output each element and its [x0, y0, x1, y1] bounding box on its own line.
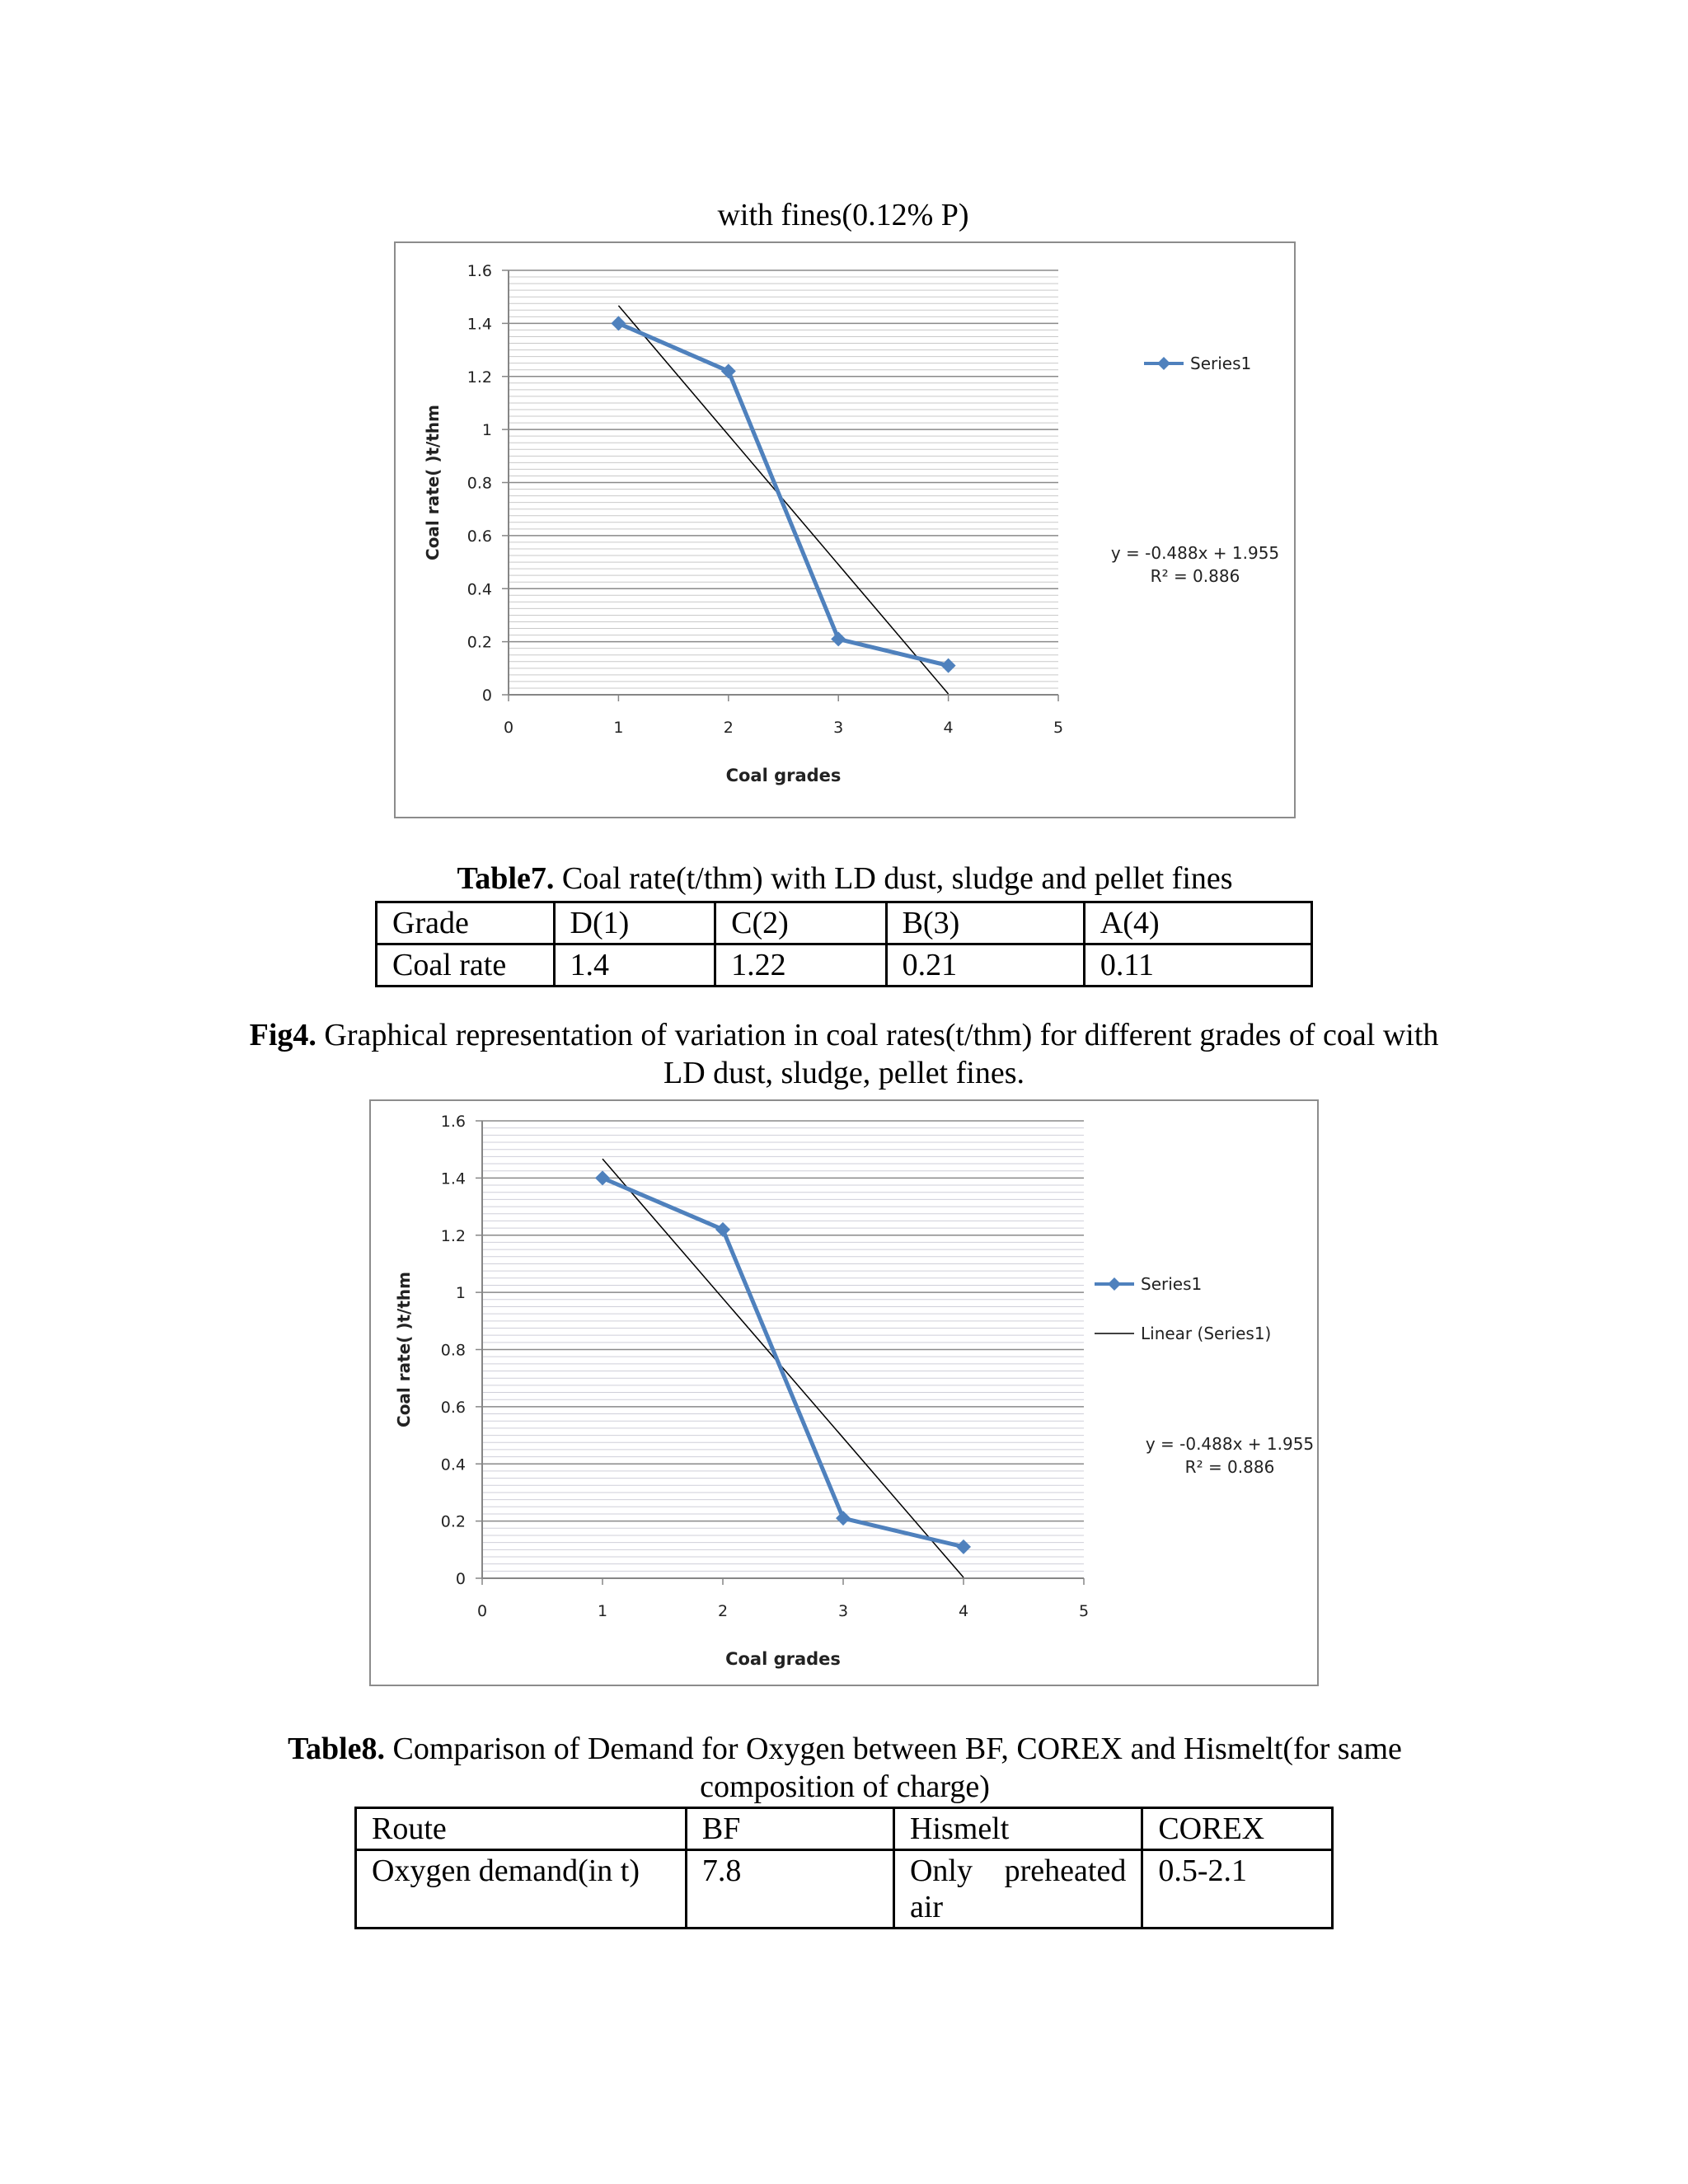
table-cell: Route [356, 1808, 687, 1850]
table-cell: Hismelt [893, 1808, 1142, 1850]
table-cell: C(2) [715, 902, 886, 944]
chart-2-svg [371, 1101, 1317, 1685]
fig3-caption: with fines(0.12% P) [717, 198, 969, 232]
legend-marker [1108, 1277, 1121, 1291]
x-tick-label: 3 [837, 1602, 849, 1620]
x-tick-label: 2 [723, 719, 734, 737]
x-tick-label: 0 [476, 1602, 488, 1620]
table-row [377, 902, 1312, 944]
y-axis-title: Coal rate( )t/thm [423, 405, 443, 560]
series-line [603, 1178, 964, 1546]
table8-caption [190, 1730, 1500, 1806]
table-cell: Only preheated air [893, 1850, 1142, 1929]
table8-title-line2: composition of charge) [700, 1769, 990, 1804]
y-tick-label: 1.2 [440, 1226, 466, 1245]
x-tick-label: 4 [958, 1602, 969, 1620]
y-tick-label: 1.4 [440, 1169, 466, 1188]
table-cell: D(1) [554, 902, 715, 944]
legend-marker [1157, 357, 1170, 370]
x-tick-label: 4 [943, 719, 954, 737]
y-tick-label: 1.4 [467, 315, 492, 334]
table-cell: 7.8 [686, 1850, 893, 1929]
chart-1-svg [396, 243, 1294, 817]
y-tick-label: 0.6 [440, 1398, 466, 1417]
data-point [831, 631, 846, 646]
table-cell: A(4) [1084, 902, 1311, 944]
x-tick-label: 1 [597, 1602, 608, 1620]
legend-label: Linear (Series1) [1141, 1324, 1272, 1343]
data-point [611, 316, 626, 330]
series-line [618, 323, 948, 665]
table-cell: Grade [377, 902, 555, 944]
y-tick-label: 0.6 [467, 527, 492, 546]
x-tick-label: 0 [503, 719, 514, 737]
trend-equation: y = -0.488x + 1.955 [1110, 543, 1280, 563]
table-cell: COREX [1142, 1808, 1333, 1850]
y-tick-label: 0 [455, 1570, 466, 1588]
x-tick-label: 3 [833, 719, 844, 737]
x-axis-title: Coal grades [725, 1649, 841, 1669]
table7-label: Table7. [457, 861, 555, 896]
legend-label: Series1 [1190, 354, 1252, 373]
table-cell: 1.22 [715, 944, 886, 987]
y-tick-label: 1.6 [467, 262, 492, 280]
y-tick-label: 1.6 [440, 1113, 466, 1131]
table7 [375, 901, 1313, 987]
table-cell: 0.5-2.1 [1142, 1850, 1333, 1929]
y-tick-label: 1 [481, 421, 492, 440]
trend-equation: y = -0.488x + 1.955 [1145, 1434, 1315, 1454]
table-row [356, 1850, 1333, 1929]
table-cell: 1.4 [554, 944, 715, 987]
table-cell: B(3) [886, 902, 1084, 944]
x-tick-label: 5 [1053, 719, 1064, 737]
table7-title: Coal rate(t/thm) with LD dust, sludge and pellet fines [554, 861, 1233, 896]
chart-1 [394, 241, 1296, 818]
y-axis-title: Coal rate( )t/thm [394, 1272, 414, 1427]
y-tick-label: 1.2 [467, 368, 492, 387]
data-point [956, 1540, 971, 1554]
table8 [354, 1807, 1334, 1929]
table7-caption [363, 860, 1327, 898]
table-cell: 0.11 [1084, 944, 1311, 987]
table-cell: Oxygen demand(in t) [356, 1850, 687, 1929]
y-tick-label: 0.2 [467, 633, 492, 652]
y-tick-label: 0.8 [440, 1341, 466, 1360]
data-point [836, 1511, 851, 1526]
trend-r-squared: R² = 0.886 [1184, 1457, 1275, 1477]
y-tick-label: 0 [481, 687, 492, 705]
fig4-caption-line1: Graphical representation of variation in coal rates(t/thm) for different grades of coal with [316, 1018, 1439, 1052]
y-tick-label: 0.4 [467, 580, 492, 599]
trendline [603, 1159, 964, 1577]
fig4-label: Fig4. [249, 1018, 316, 1052]
table-row [377, 944, 1312, 987]
table-cell: 0.21 [886, 944, 1084, 987]
fig4-caption [148, 1016, 1540, 1092]
x-tick-label: 1 [613, 719, 624, 737]
y-tick-label: 0.8 [467, 474, 492, 493]
fig4-caption-line2: LD dust, sludge, pellet fines. [663, 1056, 1025, 1090]
x-tick-label: 2 [717, 1602, 729, 1620]
data-point [941, 658, 956, 673]
chart-2 [369, 1099, 1319, 1686]
y-tick-label: 0.4 [440, 1455, 466, 1474]
table8-title-line1: Comparison of Demand for Oxygen between BF, COREX and Hismelt(for same [385, 1732, 1402, 1766]
table-row [356, 1808, 1333, 1850]
data-point [595, 1170, 610, 1185]
y-tick-label: 0.2 [440, 1512, 466, 1531]
y-tick-label: 1 [455, 1284, 466, 1303]
x-axis-title: Coal grades [725, 766, 842, 785]
legend-label: Series1 [1141, 1274, 1203, 1294]
table-cell: BF [686, 1808, 893, 1850]
x-tick-label: 5 [1078, 1602, 1090, 1620]
table-cell: Coal rate [377, 944, 555, 987]
trend-r-squared: R² = 0.886 [1150, 566, 1240, 586]
table8-label: Table8. [288, 1732, 386, 1766]
